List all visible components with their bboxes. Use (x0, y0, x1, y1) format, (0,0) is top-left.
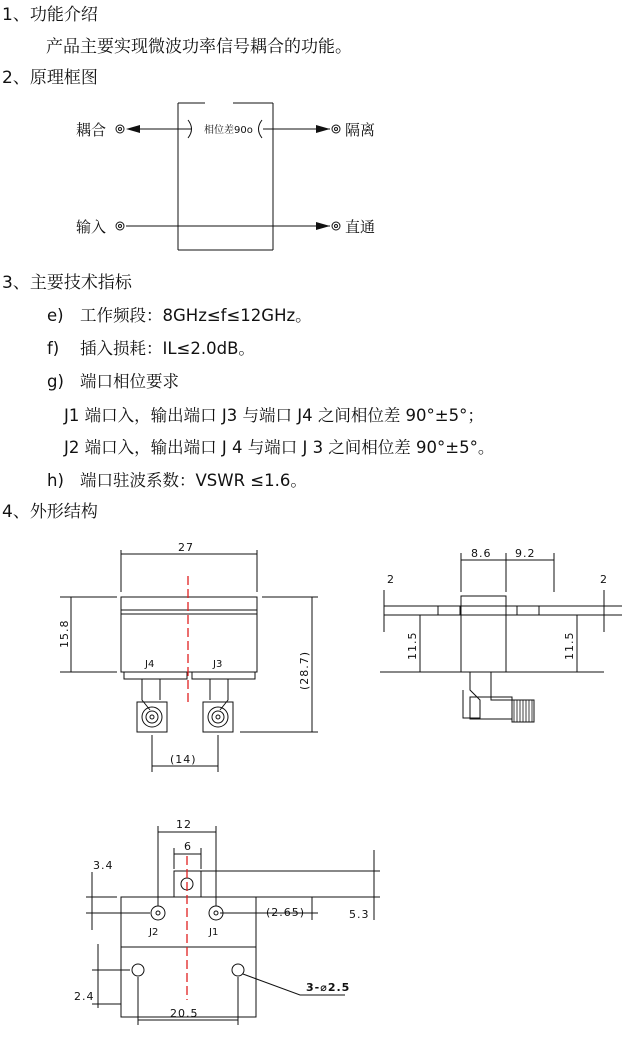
spec-item-marker-e: e) (47, 306, 64, 325)
dim-side-left-height: 11.5 (406, 631, 419, 660)
label-port-j3: J3 (213, 659, 223, 670)
dim-bottom-holes: 3-⌀2.5 (306, 981, 351, 994)
section-2-title: 2、原理框图 (2, 68, 98, 88)
label-port-j4: J4 (145, 659, 155, 670)
label-isolated: 隔离 (345, 121, 376, 139)
dim-bottom-5-3: 5.3 (349, 908, 370, 921)
section-1-title: 1、功能介绍 (2, 5, 98, 25)
spec-item-frequency: 工作频段：8GHz≤f≤12GHz。 (80, 306, 312, 325)
dim-side-left: 8.6 (471, 547, 492, 560)
dim-side-left-thickness: 2 (387, 573, 395, 586)
label-through: 直通 (345, 218, 376, 236)
dim-bottom-2-4: 2.4 (74, 990, 95, 1003)
spec-item-vswr: 端口驻波系数：VSWR ≤1.6。 (80, 471, 307, 490)
spec-item-marker-g: g) (47, 372, 64, 391)
section-4-title: 4、外形结构 (2, 502, 98, 522)
dim-side-right-height: 11.5 (563, 631, 576, 660)
dim-bottom-12: 12 (176, 818, 192, 831)
dim-front-spacing: (14) (170, 753, 197, 766)
spec-item-marker-f: f) (47, 339, 60, 358)
phase-line-1: J1 端口入，输出端口 J3 与端口 J4 之间相位差 90°±5°； (64, 406, 484, 425)
label-coupled: 耦合 (76, 121, 107, 139)
spec-item-insertion-loss: 插入损耗：IL≤2.0dB。 (80, 339, 255, 358)
spec-item-phase: 端口相位要求 (80, 372, 179, 391)
phase-line-2: J2 端口入，输出端口 J 4 与端口 J 3 之间相位差 90°±5°。 (64, 438, 495, 457)
label-input: 输入 (76, 218, 107, 236)
section-1-body: 产品主要实现微波功率信号耦合的功能。 (46, 37, 352, 57)
dim-front-width: 27 (178, 541, 194, 554)
label-port-j2: J2 (149, 927, 159, 938)
dim-bottom-20-5: 20.5 (170, 1007, 199, 1020)
dim-front-height: 15.8 (58, 619, 71, 648)
dim-side-right-thickness: 2 (600, 573, 608, 586)
dim-bottom-3-4: 3.4 (93, 859, 114, 872)
section-3-title: 3、主要技术指标 (2, 273, 132, 293)
label-port-j1: J1 (209, 927, 219, 938)
dim-bottom-2-65: (2.65) (266, 906, 306, 919)
spec-item-marker-h: h) (47, 471, 64, 490)
label-phase: 相位差90o (204, 125, 253, 136)
dim-side-right: 9.2 (515, 547, 536, 560)
dim-front-total-height: (28.7) (298, 650, 311, 690)
dim-bottom-6: 6 (184, 840, 192, 853)
